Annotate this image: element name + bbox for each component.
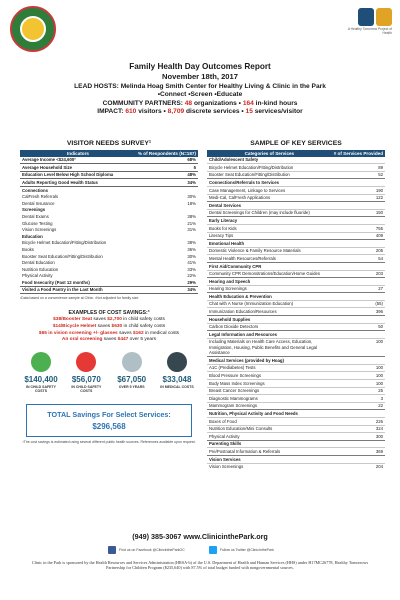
row-value (332, 293, 385, 301)
saving-item-oral: $67,050 OVER 5 YEARS (111, 352, 153, 394)
row-label: Carbon Dioxide Detectors (207, 323, 332, 331)
row-label: Household Supplies (207, 316, 332, 324)
community-partners: COMMUNITY PARTNERS: 48 organizations • 164 in-kind hours (102, 100, 298, 108)
category-row (20, 207, 198, 214)
row-label: Immunization Education/Resources (207, 308, 332, 316)
row-value (136, 207, 198, 214)
category-row (207, 293, 385, 301)
total-savings-box (26, 404, 192, 437)
category-row (207, 202, 385, 210)
row-label: Connections/Referrals to Services (207, 179, 332, 187)
category-row (207, 179, 385, 187)
survey-footnote: ¹Data based on a convenience sample at Clinic. ²Not adjusted for family size. (20, 296, 140, 301)
row-value: 25 (332, 387, 385, 395)
services-title: SAMPLE OF KEY SERVICES (250, 140, 342, 147)
row-label: Child/Adolescent Safety (209, 157, 259, 163)
row-value: 38% (187, 240, 196, 246)
row-label: Hearing and Speech (207, 278, 332, 286)
row-label: A1C (Prediabetes) Tests (207, 364, 332, 372)
row-value: 5 (136, 164, 198, 172)
row-value (332, 202, 385, 210)
row-label: Vision Screenings (207, 463, 332, 470)
table-row (207, 255, 385, 263)
saving-line: An oral screening saves $447 over 5 years (61, 337, 157, 343)
row-value: 34% (136, 286, 198, 294)
row-label: Screenings (22, 207, 46, 213)
row-label: Education (22, 233, 43, 239)
row-label: Including Materials on Health Care Access, Education, Immigration, Housing, Public Benefits and General Legal Assistance (207, 338, 332, 356)
category-row (207, 240, 385, 248)
row-value: 100 (332, 372, 385, 380)
table-row (207, 171, 385, 179)
row-value: 396 (332, 308, 385, 316)
social-links (108, 546, 274, 554)
table-row (20, 246, 198, 253)
table-row (20, 266, 198, 273)
table-row (20, 240, 198, 247)
table-row (207, 232, 385, 240)
row-label: Physical Activity (22, 273, 53, 279)
table-row (20, 213, 198, 220)
row-label: Vision Screenings (22, 227, 57, 233)
table-row (207, 164, 385, 172)
facebook-icon (108, 546, 116, 554)
table-row (207, 433, 385, 441)
row-value: 122 (332, 194, 385, 202)
row-value (332, 157, 385, 164)
row-label: Visited a Food Pantry in the Last Month (20, 286, 136, 294)
row-value: 68% (136, 157, 198, 164)
table-row (207, 402, 385, 410)
row-value (332, 440, 385, 448)
row-label: Booster Seat Education/Fitting/Distribution (207, 171, 332, 179)
report-title: Family Health Day Outcomes Report (129, 62, 271, 71)
row-value: 30% (187, 253, 196, 259)
table-row (20, 253, 198, 260)
row-label: Nutrition Education/Mini Consults (207, 425, 332, 433)
row-label: Nutrition Education (22, 266, 59, 272)
row-value: 29% (136, 279, 198, 286)
col-percent: % of Respondents (N=187) (137, 150, 196, 156)
table-row (20, 179, 198, 187)
row-value: 150 (332, 209, 385, 217)
category-row (207, 316, 385, 324)
helmet-icon (76, 352, 96, 372)
row-value: 190 (332, 186, 385, 194)
table-row (20, 171, 198, 179)
savings-icons-row (20, 352, 198, 394)
table-row (207, 364, 385, 372)
table-row (20, 286, 198, 294)
badge-icon (358, 8, 374, 26)
row-label: Boxes of Food (207, 418, 332, 426)
report-date: November 18th, 2017 (162, 72, 238, 81)
row-label: Pre/Postnatal Information & Referrals (207, 448, 332, 456)
row-value: 22% (187, 273, 196, 279)
row-label: Case Management, Linkage to Services (207, 186, 332, 194)
row-label: Mammogram Screenings (207, 402, 332, 410)
row-value: 100 (332, 338, 385, 356)
tooth-icon (122, 352, 142, 372)
row-value (136, 186, 198, 193)
col-category: Categories of Services (207, 150, 332, 157)
row-value: 755 (332, 224, 385, 232)
row-value: 205 (332, 247, 385, 255)
impact-line: IMPACT: 610 visitors • 8,709 discrete services • 15 services/visitor (97, 108, 303, 116)
table-row (20, 279, 198, 286)
car-seat-icon (31, 352, 51, 372)
saving-item-booster: $140,400 IN CHILD SAFETY COSTS (20, 352, 62, 394)
row-label: Books (22, 246, 34, 252)
table-row (20, 260, 198, 267)
left-column (20, 140, 198, 444)
row-label: Physical Activity (207, 433, 332, 441)
saving-item-helmet: $56,070 IN CHILD SAFETY COSTS (65, 352, 107, 394)
category-row (207, 217, 385, 225)
row-label: Medi-Cal, CalFresh Applications (207, 194, 332, 202)
row-label: Emotional Health (207, 240, 332, 248)
badge-icon (376, 8, 392, 26)
row-value: 21% (187, 220, 196, 226)
row-value: 31% (187, 227, 196, 233)
category-row (207, 331, 385, 339)
partner-badges (338, 8, 392, 56)
right-column (207, 140, 385, 470)
row-label: Literacy Tips (207, 232, 332, 240)
table-row (207, 285, 385, 293)
row-value: 3 (332, 395, 385, 403)
category-row (207, 440, 385, 448)
funding-disclaimer: Clinic in the Park is sponsored by the Health Resources and Services Administration (HRSA-b) of the U.S. Department of Health and Human Services (HHS) under H17MC26778, Healthy Tomorrows Partnership for Children Program ($235,640) with 87.5% of total budget funded with nongovernmental sources. (31, 560, 369, 571)
savings-footnote: ³The cost savings is estimated using several different public health sources. References available upon request. (22, 439, 196, 444)
row-value (332, 217, 385, 225)
row-label: Education Level Below High School Diploma (20, 171, 136, 179)
row-label: Blood Pressure Screenings (207, 372, 332, 380)
row-value (332, 179, 385, 187)
table-row (207, 380, 385, 388)
cost-savings-examples (20, 317, 198, 343)
table-row (207, 308, 385, 316)
row-value (332, 455, 385, 463)
row-label: Connections (22, 187, 49, 193)
row-label: Body Mass Index Screenings (207, 380, 332, 388)
table-row (207, 209, 385, 217)
table-row (207, 270, 385, 278)
table-row (207, 224, 385, 232)
category-row (207, 278, 385, 286)
row-label: Books for Kids (207, 224, 332, 232)
row-value: 369 (332, 448, 385, 456)
row-value: 324 (332, 425, 385, 433)
category-row (207, 157, 385, 164)
table-row (207, 425, 385, 433)
table-row (20, 157, 198, 164)
table-row (20, 200, 198, 207)
row-label: CalFresh Referrals (22, 194, 59, 200)
table-row (207, 463, 385, 470)
survey-title: VISITOR NEEDS SURVEY¹ (66, 140, 152, 147)
table-row (207, 418, 385, 426)
row-value: 33% (187, 266, 196, 272)
twitter-icon (209, 546, 217, 554)
row-value: 22 (332, 402, 385, 410)
row-value: 204 (332, 463, 385, 470)
row-label: Medical Services (provided by Hoag) (207, 357, 332, 365)
row-value: 30% (187, 194, 196, 200)
table-row (207, 300, 385, 308)
row-label: Average Income <$24,600² (20, 157, 136, 164)
row-value (332, 316, 385, 324)
category-row (207, 455, 385, 463)
table-row (207, 338, 385, 356)
row-label: Dental Education (22, 260, 55, 266)
row-label: Dental Services (207, 202, 332, 210)
row-label: Adults Reporting Good Health Status (20, 179, 136, 187)
facebook-link[interactable]: Find us on Facebook @ClinicintheParkOC (108, 546, 185, 554)
category-row (20, 186, 198, 193)
table-row (20, 164, 198, 172)
row-value: 203 (332, 270, 385, 278)
row-label: Dental Exams (22, 213, 49, 219)
row-value: 34% (136, 179, 198, 187)
row-value: 41% (187, 260, 196, 266)
row-value: 50 (332, 323, 385, 331)
row-value: 52 (332, 171, 385, 179)
row-label: Bicycle Helmet Education/Fitting/Distribution (22, 240, 107, 246)
row-label: Food Insecurity (Past 12 months) (20, 279, 136, 286)
row-label: Booster Seat Education/Fitting/Distribution (22, 253, 103, 259)
row-value: (55) (332, 300, 385, 308)
category-row (207, 410, 385, 418)
survey-table-header (20, 150, 198, 157)
table-row (207, 448, 385, 456)
col-count: # of Services Provided (333, 150, 383, 156)
row-label: Community CPR Demonstrations/Education/Home Guides (207, 270, 332, 278)
services-table-header (207, 150, 385, 157)
row-label: Mental Health Resources/Referrals (207, 255, 332, 263)
table-row (207, 372, 385, 380)
cost-savings-title: EXAMPLES OF COST SAVINGS:³ (68, 310, 150, 317)
table-row (207, 395, 385, 403)
row-value (332, 331, 385, 339)
row-label: Health Education & Prevention (207, 293, 332, 301)
clinic-in-the-park-logo (10, 6, 56, 52)
lead-hosts: LEAD HOSTS: Melinda Hoag Smith Center for Healthy Living & Clinic in the Park •Connect •Screen •Educate (74, 83, 326, 99)
survey-table (20, 150, 198, 294)
row-label: Breast Cancer Screenings (207, 387, 332, 395)
twitter-link[interactable]: Follow us Twitter @ClinicInthePark (209, 546, 274, 554)
table-row (207, 323, 385, 331)
table-row (207, 387, 385, 395)
row-value: 27 (332, 285, 385, 293)
row-value: 54 (332, 255, 385, 263)
row-value (332, 278, 385, 286)
row-value (332, 262, 385, 270)
row-label: Dental Insurance (22, 200, 55, 206)
services-table (207, 150, 385, 470)
category-row (20, 233, 198, 240)
saving-line: $14/Bicycle Helmet saves $630 in child safety costs (52, 324, 166, 330)
row-label: Glucose Testing (22, 220, 53, 226)
table-row (20, 194, 198, 201)
row-value: 48% (136, 171, 198, 179)
row-label: Bicycle Helmet Education/Fitting/Distribution (207, 164, 332, 172)
row-value: 89 (332, 164, 385, 172)
row-value: 100 (332, 364, 385, 372)
row-value (136, 233, 198, 240)
row-value: 300 (332, 433, 385, 441)
badge-text: A Healthy Tomorrow Project of Health (347, 27, 392, 35)
row-value (332, 410, 385, 418)
row-label: Domestic Violence & Family Resource Materials (207, 247, 332, 255)
logo-sun-icon (20, 16, 46, 42)
row-label: Vision Services (207, 455, 332, 463)
table-row (207, 186, 385, 194)
row-value: 36% (187, 246, 196, 252)
table-row (207, 247, 385, 255)
row-label: Legal Information and Resources (207, 331, 332, 339)
total-savings-value: $296,568 (92, 421, 126, 431)
table-row (20, 220, 198, 227)
row-label: Nutrition, Physical Activity and Food Needs (207, 410, 332, 418)
row-label: Parenting Skills (207, 440, 332, 448)
row-value (332, 240, 385, 248)
saving-line: $38/Booster Seat saves $2,700 in child safety costs (53, 317, 165, 323)
glasses-icon (167, 352, 187, 372)
row-label: First Aid/Community CPR (207, 262, 332, 270)
table-row (20, 273, 198, 280)
row-label: Diagnostic Mammograms (207, 395, 332, 403)
row-label: Hearing Screenings (207, 285, 332, 293)
row-value: 226 (332, 418, 385, 426)
row-value: 100 (332, 380, 385, 388)
contact-line: (949) 385-3067 www.ClinicinthePark.org (132, 532, 268, 541)
report-header (60, 62, 340, 115)
row-value (332, 357, 385, 365)
table-row (207, 194, 385, 202)
row-label: Average Household Size (20, 164, 136, 172)
col-indicators: Indicators (20, 150, 136, 157)
category-row (207, 357, 385, 365)
saving-item-vision: $33,048 IN MEDICAL COSTS (156, 352, 198, 394)
total-savings-label: TOTAL Savings For Select Services: (47, 409, 171, 419)
row-value: 409 (332, 232, 385, 240)
saving-line: $65 in vision screening +/- glasses saves $162 in medical costs (38, 330, 180, 336)
row-label: Dental Screenings for Children (may include fluoride) (207, 209, 332, 217)
table-row (20, 227, 198, 234)
row-value: 38% (187, 213, 196, 219)
row-value: 18% (187, 200, 196, 206)
category-row (207, 262, 385, 270)
row-label: Early Literacy (207, 217, 332, 225)
row-label: Chat with A Nurse (Immunization Education) (207, 300, 332, 308)
